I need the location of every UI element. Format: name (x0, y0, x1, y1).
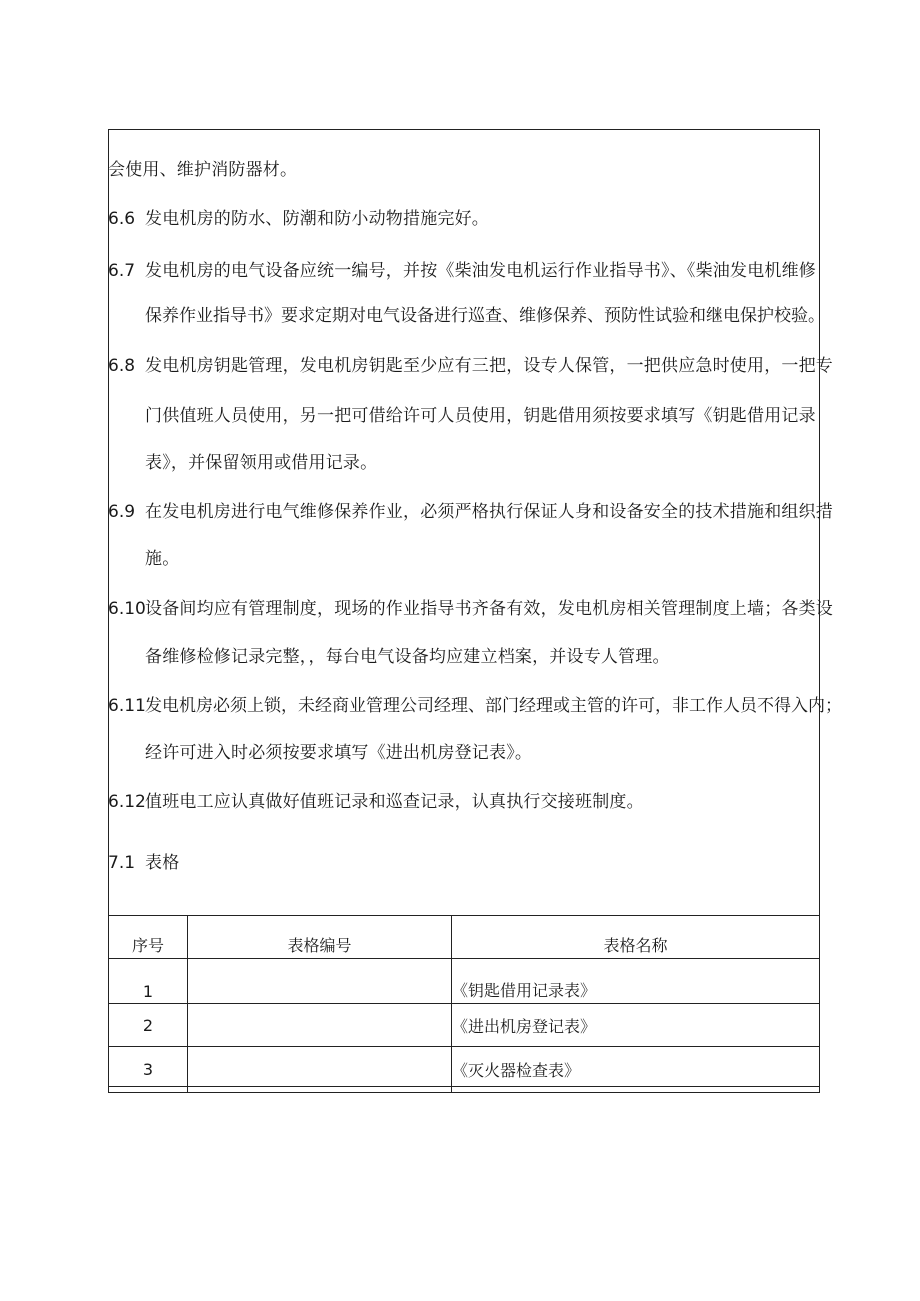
clause-number-6-10: 6.10 (108, 599, 146, 619)
row-form-code (188, 1047, 452, 1093)
header-form-code: 表格编号 (188, 916, 452, 959)
header-serial-number: 序号 (109, 916, 188, 959)
clause-number-6-11: 6.11 (108, 696, 146, 716)
clause-6-11-line-1: 发电机房必须上锁，未经商业管理公司经理、部门经理或主管的许可，非工作人员不得入内； (145, 696, 842, 716)
clause-6-7-line-1: 发电机房的电气设备应统一编号，并按《柴油发电机运行作业指导书》、《柴油发电机维修 (145, 261, 816, 281)
row-serial-number: 1 (109, 959, 188, 1004)
paragraph-continuation: 会使用、维护消防器材。 (108, 160, 298, 180)
row-form-code (188, 959, 452, 1004)
row-serial-number: 2 (109, 1004, 188, 1047)
table-row (109, 1004, 820, 1047)
clause-6-7-line-2: 保养作业指导书》要求定期对电气设备进行巡查、维修保养、预防性试验和继电保护校验。 (145, 306, 825, 326)
section-title: 表格 (145, 853, 180, 873)
header-form-name: 表格名称 (452, 916, 820, 959)
clause-number-6-9: 6.9 (108, 502, 136, 522)
clause-number-6-12: 6.12 (108, 792, 146, 812)
section-number-7-1: 7.1 (108, 853, 136, 873)
row-serial-number: 3 (109, 1047, 188, 1093)
clause-6-8-line-3: 表》，并保留领用或借用记录。 (145, 453, 378, 473)
table-row (109, 1047, 820, 1093)
row-form-name: 《进出机房登记表》 (452, 1004, 820, 1047)
clause-number-6-8: 6.8 (108, 356, 136, 376)
clause-6-8-line-2: 门供值班人员使用，另一把可借给许可人员使用，钥匙借用须按要求填写《钥匙借用记录 (145, 406, 816, 426)
table-header-row (109, 916, 820, 959)
forms-table (108, 915, 820, 1093)
clause-6-10-line-2: 备维修检修记录完整，，每台电气设备均应建立档案，并设专人管理。 (145, 647, 670, 667)
clause-6-6-line-1: 发电机房的防水、防潮和防小动物措施完好。 (145, 209, 489, 229)
clause-6-12-line-1: 值班电工应认真做好值班记录和巡查记录，认真执行交接班制度。 (145, 792, 644, 812)
clause-6-9-line-2: 施。 (145, 549, 180, 569)
clause-6-11-line-2: 经许可进入时必须按要求填写《进出机房登记表》。 (145, 743, 533, 763)
table-row (109, 959, 820, 1004)
row-form-code (188, 1004, 452, 1047)
clause-6-10-line-1: 设备间均应有管理制度，现场的作业指导书齐备有效，发电机房相关管理制度上墙；各类设 (145, 599, 833, 619)
row-form-name: 《灭火器检查表》 (452, 1047, 820, 1093)
row-form-name: 《钥匙借用记录表》 (452, 959, 820, 1004)
clause-number-6-6: 6.6 (108, 209, 136, 229)
clause-number-6-7: 6.7 (108, 261, 136, 281)
clause-6-8-line-1: 发电机房钥匙管理，发电机房钥匙至少应有三把，设专人保管，一把供应急时使用，一把专 (145, 356, 833, 376)
clause-6-9-line-1: 在发电机房进行电气维修保养作业，必须严格执行保证人身和设备安全的技术措施和组织措 (145, 502, 833, 522)
